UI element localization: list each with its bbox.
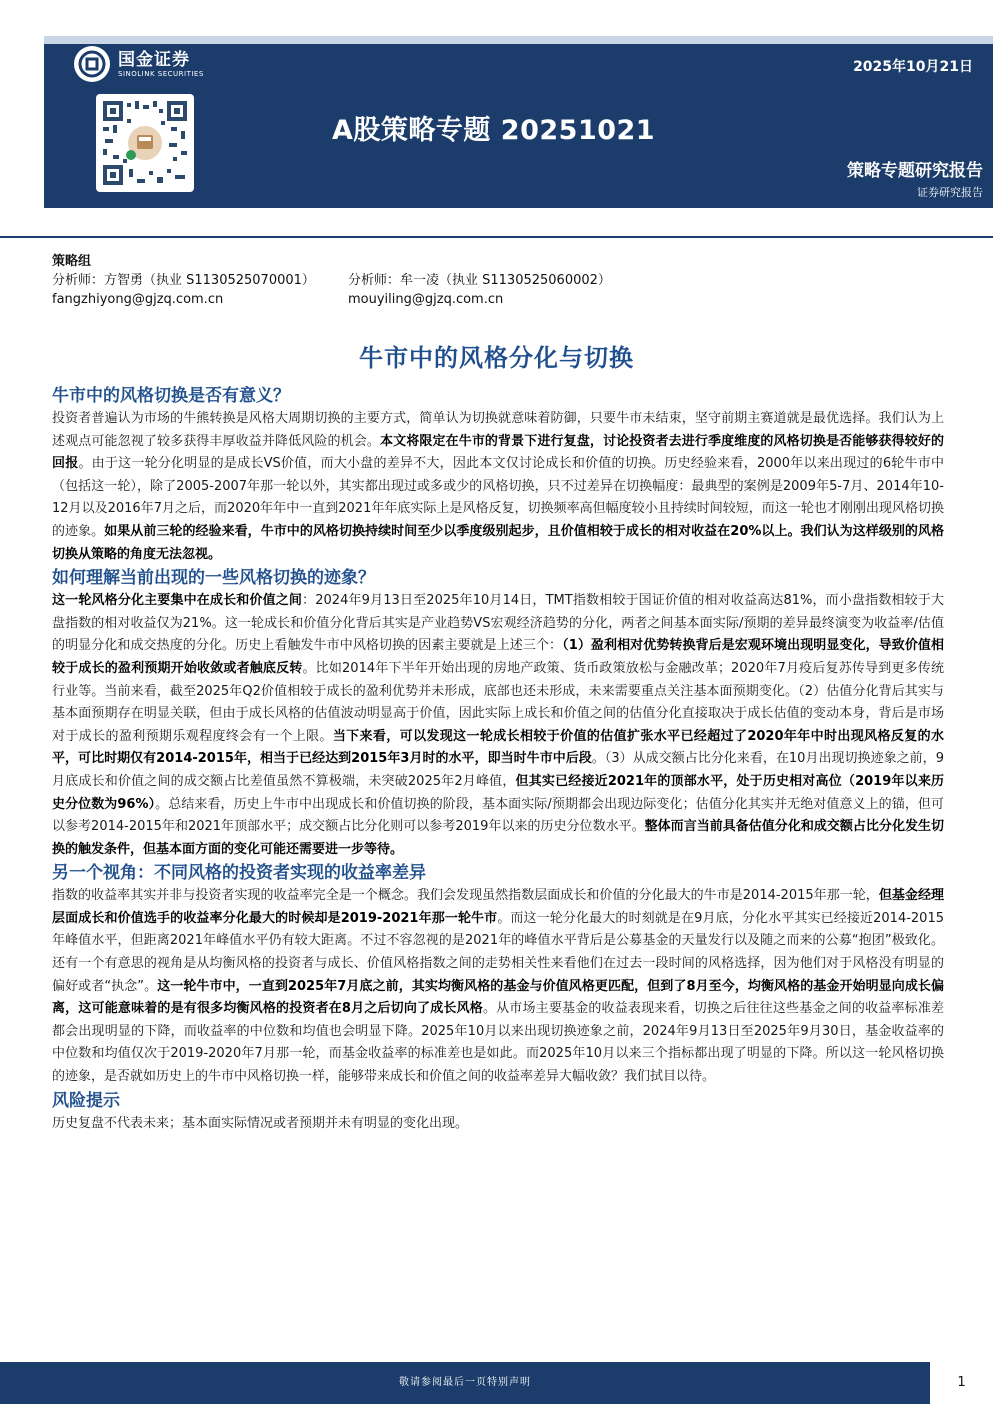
text-run: 。比如2014年下半年开始出现的房地产政策、货币政策放松与金融改革；2020年7月疫后复苏传导到更多传统行业等。当前来看，截至2025年Q2价值相较于成长的盈利优势并未形成，底部也还未形成，未来需要重点关注基本面预期变化。（2）估值分化背后其实与基本面预期存在明显关联，但由于成长风格的估值波动明显高于价值，因此实际上成长和价值之间的估值分化直接取决于成长估值的变动本身，背后是市场对于成长的盈利预期乐观程度终会有一个上限。 (52, 660, 944, 744)
analyst-2-name: 分析师：牟一凌（执业 S1130525060002） (348, 273, 611, 288)
bold-run: 但其实已经接近2021年的顶部水平，处于历史相对高位（2019年以来历史分位数为96%） (52, 773, 944, 812)
logo-text-cn: 国金证券 (118, 49, 190, 70)
page-title: 牛市中的风格分化与切换 (359, 344, 634, 372)
disclaimer-note[interactable]: 敬请参阅最后一页特别声明 (399, 1377, 531, 1388)
analyst-group: 策略组 (52, 254, 92, 269)
brand-logo (74, 46, 204, 82)
text-run: 投资者普遍认为市场的牛熊转换是风格大周期切换的主要方式，简单认为切换就意味着防御，只要牛市未结束，坚守前期主赛道就是最优选择。我们认为上述观点可能忽视了较多获得丰厚收益并降低风险的机会。 (52, 411, 944, 449)
text-run: 。由于这一轮分化明显的是成长VS价值，而大小盘的差异不大，因此本文仅讨论成长和价值的切换。历史经验来看，2000年以来出现过的6轮牛市中（包括这一轮），除了2005-2007年那一轮以外，其实都出现过或多或少的风格切换，只不过差异在切换幅度：最典型的案例是2009年5-7月、2014年10-12月以及2016年7月之后，而2020年年中一直到2021年年底实际上是风格反复，切换频率高但幅度较小且持续时间较短，而这一轮也才刚刚出现风格切换的迹象。 (52, 456, 944, 539)
qr-code-icon[interactable] (96, 94, 194, 192)
analyst-names-row (52, 271, 611, 290)
text-run: 。从市场主要基金的收益表现来看，切换之后往往这些基金之间的收益率标准差都会出现明显的下降，而收益率的中位数和均值也会明显下降。2025年10月以来出现切换迹象之前，2024年9月13日至2025年9月30日，基金收益率的中位数和均值仅次于2019-2020年7月那一轮，而基金收益率的标准差也是如此。而2025年10月以来三个指标都出现了明显的下降。所以这一轮风格切换的迹象，是否就如历史上的牛市中风格切换一样，能够带来成长和价值之间的收益率差异大幅收敛？我们拭目以待。 (52, 1001, 944, 1085)
analyst-2-email[interactable]: mouyiling@gjzq.com.cn (348, 292, 504, 307)
logo-text-en: SINOLINK SECURITIES (118, 69, 204, 78)
text-run: 指数的收益率其实并非与投资者实现的收益率完全是一个概念。我们会发现虽然指数层面成长和价值的分化最大的牛市是2014-2015年那一轮， (52, 888, 879, 904)
text-run: 。而这一轮分化最大的时刻就是在9月底，分化水平其实已经接近2014-2015年峰值水平，但距离2021年峰值水平仍有较大距离。不过不容忽视的是2021年的峰值水平背后是公募基金的天量发行以及随之而来的公募“抱团”极致化。还有一个有意思的视角是从均衡风格的投资者与成长、价值风格指数之间的走势相关性来看他们在过去一段时间的风格选择，因为他们对于风格没有明显的偏好或者“执念”。 (52, 910, 944, 994)
bold-run: 但基金经理层面成长和价值选手的收益率分化最大的时候却是2019-2021年那一轮牛市 (52, 888, 944, 926)
text-run: ：2024年9月13日至2025年10月14日，TMT指数相较于国证价值的相对收益高达81%，而小盘指数相较于大盘指数的相对收益仅为21%。这一轮成长和价值分化背后其实是产业趋势VS宏观经济趋势的分化，两者之间基本面实际/预期的差异最终演变为收益率/估值的明显分化和成交热度的分化。历史上看触发牛市中风格切换的因素主要就是上述三个： (52, 593, 944, 654)
analyst-block (52, 252, 611, 309)
section-paragraph-2 (52, 590, 944, 861)
analyst-emails-row (52, 290, 611, 309)
text-run: 。（3）从成交额占比分化来看，在10月出现切换迹象之前，9月底成长和价值之间的成交额占比差值虽然不算极端，未突破2025年2月峰值， (52, 751, 944, 789)
section-heading-1: 牛市中的风格切换是否有意义？ (52, 386, 290, 406)
report-series-title: A股策略专题 20251021 (332, 115, 656, 146)
report-subtype: 证券研究报告 (917, 186, 983, 199)
section-paragraph-1 (52, 408, 944, 566)
header-stripe (44, 36, 993, 44)
report-date: 2025年10月21日 (853, 59, 973, 75)
report-header (44, 36, 993, 208)
bold-run: 当下来看，可以发现这一轮成长相较于价值的估值扩张水平已经超过了2020年年中时出现风格反复的水平，可比时期仅有2014-2015年，相当于已经达到2015年3月时的水平，即当时牛市中后段 (52, 728, 944, 767)
risk-paragraph: 历史复盘不代表未来；基本面实际情况或者预期并未有明显的变化出现。 (52, 1115, 469, 1131)
section-heading-3: 另一个视角：不同风格的投资者实现的收益率差异 (52, 863, 426, 884)
text-run: 。总结来看，历史上牛市中出现成长和价值切换的阶段，基本面实际/预期都会出现边际变化；估值分化其实并无绝对值意义上的锚，但可以参考2014-2015年和2021年顶部水平；成交额占比分化则可以参考2019年以来的历史分位数水平。 (52, 796, 944, 835)
bold-run: 整体而言当前具备估值分化和成交额占比分化发生切换的触发条件，但基本面方面的变化可能还需要进一步等待。 (52, 819, 944, 857)
section-paragraph-3 (52, 885, 944, 1088)
section-heading-4: 风险提示 (52, 1090, 120, 1111)
report-type: 策略专题研究报告 (847, 161, 983, 181)
report-body (52, 384, 944, 1135)
header-divider (0, 236, 993, 238)
page-number: 1 (957, 1375, 966, 1390)
sinolink-logo-icon (74, 46, 110, 82)
section-heading-2: 如何理解当前出现的一些风格切换的迹象？ (52, 568, 375, 589)
bold-run: （1）盈利相对优势转换背后是宏观环境出现明显变化，导致价值相较于成长的盈利预期开始收敛或者触底反转 (52, 638, 944, 676)
analyst-1-email[interactable]: fangzhiyong@gjzq.com.cn (52, 292, 224, 307)
analyst-1-name: 分析师：方智勇（执业 S1130525070001） (52, 273, 315, 288)
bold-run: 本文将限定在牛市的背景下进行复盘，讨论投资者去进行季度维度的风格切换是否能够获得较好的回报 (52, 433, 944, 472)
bold-run: 这一轮牛市中，一直到2025年7月底之前，其实均衡风格的基金与价值风格更匹配，但到了8月至今，均衡风格的基金开始明显向成长偏离，这可能意味着的是有很多均衡风格的投资者在8月之后切向了成长风格 (52, 978, 944, 1017)
bold-run: 如果从前三轮的经验来看，牛市中的风格切换持续时间至少以季度级别起步，且价值相较于成长的相对收益在20%以上。我们认为这样级别的风格切换从策略的角度无法忽视。 (52, 523, 944, 562)
bold-run: 这一轮风格分化主要集中在成长和价值之间 (52, 593, 303, 609)
